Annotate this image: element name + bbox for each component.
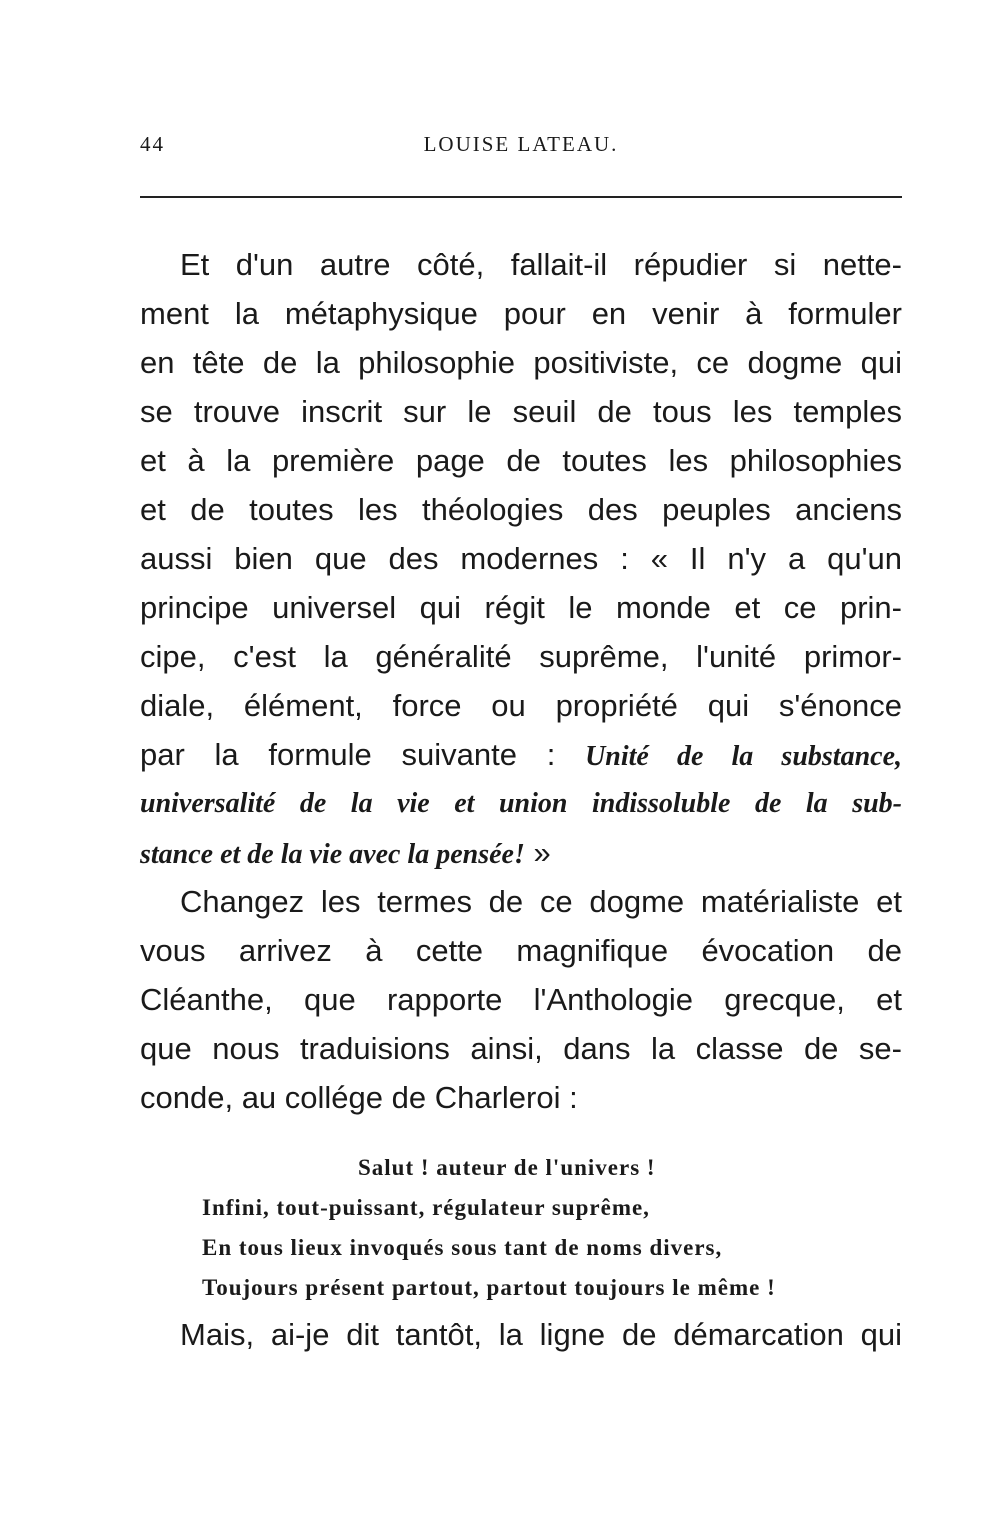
italic-quote: Unité de la substance,: [585, 741, 903, 772]
text-line: que nous traduisions ainsi, dans la classe de se-: [140, 1031, 902, 1066]
page-number: 44: [140, 132, 165, 156]
verse-line: Salut ! auteur de l'univers !: [358, 1155, 656, 1180]
text-line: Changez les termes de ce dogme matérialiste et: [180, 884, 902, 919]
paragraph-2: [140, 877, 902, 1122]
italic-quote-line: universalité de la vie et union indissoluble de la sub-: [140, 788, 902, 819]
verse-quotation: [140, 1148, 902, 1308]
verse-line: Toujours présent partout, partout toujours le même !: [202, 1275, 776, 1300]
text-line: principe universel qui régit le monde et ce prin-: [140, 590, 902, 625]
text-line-mixed: [140, 828, 902, 877]
text-line: et de toutes les théologies des peuples anciens: [140, 492, 902, 527]
text-line: diale, élément, force ou propriété qui s'énonce: [140, 688, 902, 723]
text-line: cipe, c'est la généralité suprême, l'unité primor-: [140, 639, 902, 674]
main-text: [140, 240, 902, 1122]
header-rule: [140, 196, 902, 198]
paragraph-1: [140, 240, 902, 877]
text-line: conde, au collége de Charleroi :: [140, 1080, 578, 1115]
text-line: se trouve inscrit sur le seuil de tous les temples: [140, 394, 902, 429]
closing-paragraph: [140, 1310, 902, 1359]
text-line: Cléanthe, que rapporte l'Anthologie grecque, et: [140, 982, 902, 1017]
running-title: LOUISE LATEAU.: [423, 132, 619, 156]
roman-text: par la formule suivante :: [140, 737, 556, 772]
closing-quote-mark: »: [533, 835, 551, 870]
text-line: ment la métaphysique pour en venir à formuler: [140, 296, 902, 331]
text-line: aussi bien que des modernes : « Il n'y a qu'un: [140, 541, 902, 576]
verse-line: Infini, tout-puissant, régulateur suprême,: [202, 1195, 650, 1220]
running-head: [140, 132, 902, 166]
text-line: vous arrivez à cette magnifique évocation de: [140, 933, 902, 968]
text-line: en tête de la philosophie positiviste, ce dogme qui: [140, 345, 902, 380]
italic-quote: stance et de la vie avec la pensée!: [140, 839, 525, 870]
text-line: Et d'un autre côté, fallait-il répudier si nette-: [180, 247, 902, 282]
text-line: et à la première page de toutes les philosophies: [140, 443, 902, 478]
text-line: Mais, ai-je dit tantôt, la ligne de démarcation qui: [180, 1317, 902, 1352]
verse-line: En tous lieux invoqués sous tant de noms divers,: [202, 1235, 723, 1260]
text-line-mixed: [140, 730, 902, 779]
